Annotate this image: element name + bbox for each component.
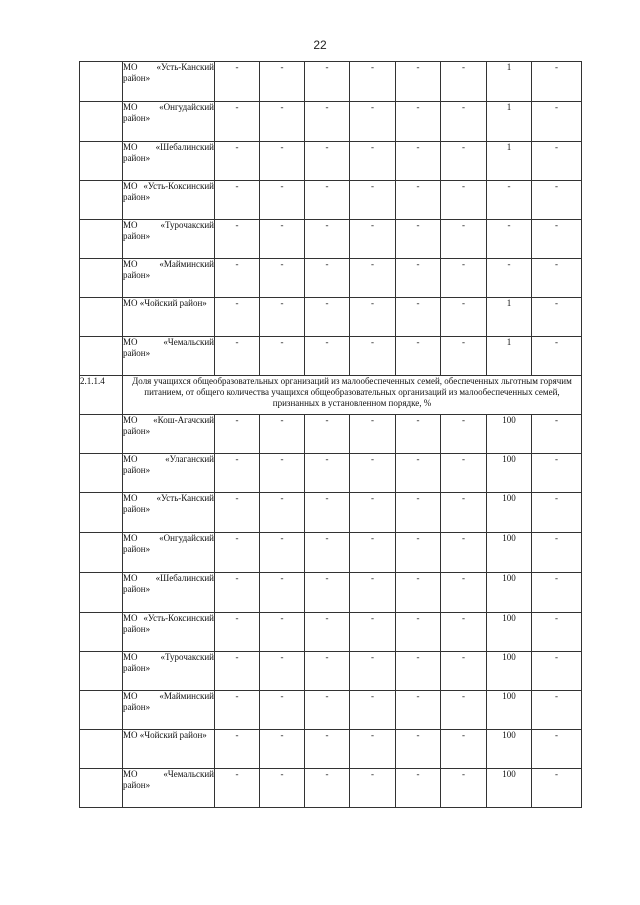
code-cell [80, 691, 123, 730]
value-cell: - [215, 769, 260, 808]
value-cell: - [396, 613, 441, 652]
municipality-name: МО «Чемальский район» [123, 337, 215, 376]
value-cell: - [532, 454, 582, 493]
value-cell: - [260, 181, 305, 220]
value-cell: - [260, 298, 305, 337]
value-cell: 100 [487, 769, 532, 808]
value-cell: 100 [487, 652, 532, 691]
value-cell: - [396, 337, 441, 376]
municipality-name: МО «Майминский район» [123, 691, 215, 730]
value-cell: - [260, 337, 305, 376]
value-cell: - [532, 573, 582, 613]
municipality-name: МО «Шебалинский район» [123, 142, 215, 181]
code-cell [80, 415, 123, 454]
value-cell: - [441, 142, 487, 181]
value-cell: - [215, 181, 260, 220]
municipality-name: МО «Онгудайский район» [123, 102, 215, 142]
municipality-name: МО «Усть-Коксинский район» [123, 181, 215, 220]
value-cell: - [215, 102, 260, 142]
table-row [80, 220, 582, 259]
value-cell: 1 [487, 298, 532, 337]
value-cell: - [350, 298, 396, 337]
code-cell [80, 730, 123, 769]
value-cell: - [396, 220, 441, 259]
value-cell: - [396, 454, 441, 493]
indicator-row [80, 376, 582, 415]
value-cell: - [260, 220, 305, 259]
value-cell: - [350, 142, 396, 181]
code-cell [80, 102, 123, 142]
value-cell: - [441, 573, 487, 613]
value-cell: - [532, 181, 582, 220]
table-row [80, 415, 582, 454]
table-row [80, 691, 582, 730]
value-cell: - [441, 769, 487, 808]
value-cell: - [396, 142, 441, 181]
value-cell: - [305, 298, 350, 337]
value-cell: - [441, 493, 487, 533]
value-cell: - [487, 259, 532, 298]
value-cell: - [396, 769, 441, 808]
table-row [80, 454, 582, 493]
value-cell: - [350, 613, 396, 652]
value-cell: - [215, 454, 260, 493]
municipality-name: МО «Усть-Канский район» [123, 62, 215, 102]
value-cell: - [305, 259, 350, 298]
value-cell: - [532, 142, 582, 181]
value-cell: - [396, 62, 441, 102]
value-cell: - [350, 533, 396, 573]
value-cell: - [260, 259, 305, 298]
value-cell: - [260, 691, 305, 730]
value-cell: - [305, 142, 350, 181]
table-row [80, 259, 582, 298]
value-cell: - [260, 769, 305, 808]
municipality-name: МО «Чемальский район» [123, 769, 215, 808]
code-cell [80, 181, 123, 220]
value-cell: - [396, 102, 441, 142]
table-row [80, 102, 582, 142]
table-row [80, 573, 582, 613]
municipality-name: МО «Турочакский район» [123, 220, 215, 259]
value-cell: - [215, 533, 260, 573]
value-cell: - [396, 691, 441, 730]
value-cell: - [350, 493, 396, 533]
value-cell: - [305, 613, 350, 652]
value-cell: - [215, 337, 260, 376]
value-cell: - [215, 613, 260, 652]
value-cell: - [305, 62, 350, 102]
value-cell: 1 [487, 142, 532, 181]
value-cell: - [215, 298, 260, 337]
value-cell: - [532, 337, 582, 376]
code-cell [80, 533, 123, 573]
table-row [80, 613, 582, 652]
code-cell [80, 769, 123, 808]
value-cell: - [396, 573, 441, 613]
value-cell: - [396, 533, 441, 573]
value-cell: - [441, 415, 487, 454]
value-cell: - [532, 298, 582, 337]
value-cell: 100 [487, 415, 532, 454]
municipality-name: МО «Улаганский район» [123, 454, 215, 493]
code-cell [80, 62, 123, 102]
value-cell: - [396, 415, 441, 454]
municipality-name: МО «Усть-Канский район» [123, 493, 215, 533]
value-cell: - [441, 220, 487, 259]
value-cell: 100 [487, 454, 532, 493]
value-cell: - [441, 102, 487, 142]
value-cell: - [441, 691, 487, 730]
table-row [80, 298, 582, 337]
value-cell: - [532, 533, 582, 573]
table-row [80, 181, 582, 220]
value-cell: - [350, 415, 396, 454]
code-cell [80, 652, 123, 691]
value-cell: - [441, 181, 487, 220]
value-cell: - [305, 730, 350, 769]
value-cell: - [532, 652, 582, 691]
value-cell: 100 [487, 691, 532, 730]
value-cell: - [350, 102, 396, 142]
value-cell: - [396, 652, 441, 691]
value-cell: - [350, 181, 396, 220]
municipality-name: МО «Шебалинский район» [123, 573, 215, 613]
value-cell: - [532, 691, 582, 730]
table-row [80, 142, 582, 181]
value-cell: - [396, 259, 441, 298]
municipality-name: МО «Онгудайский район» [123, 533, 215, 573]
municipality-name: МО «Кош-Агачский район» [123, 415, 215, 454]
table-row [80, 730, 582, 769]
value-cell: - [260, 730, 305, 769]
value-cell: 100 [487, 730, 532, 769]
value-cell: - [305, 652, 350, 691]
value-cell: - [215, 220, 260, 259]
value-cell: - [260, 454, 305, 493]
value-cell: - [396, 181, 441, 220]
value-cell: - [441, 259, 487, 298]
value-cell: - [532, 493, 582, 533]
page-number: 22 [313, 38, 327, 52]
value-cell: - [215, 493, 260, 533]
value-cell: - [350, 691, 396, 730]
code-cell [80, 298, 123, 337]
table-row [80, 533, 582, 573]
value-cell: - [441, 613, 487, 652]
value-cell: - [215, 691, 260, 730]
value-cell: - [441, 62, 487, 102]
value-cell: - [215, 573, 260, 613]
table-section-indicator [80, 376, 582, 415]
value-cell: - [260, 573, 305, 613]
value-cell: - [215, 259, 260, 298]
value-cell: - [350, 652, 396, 691]
indicator-code: 2.1.1.4 [80, 376, 123, 415]
municipality-name: МО «Чойский район» [123, 730, 215, 769]
value-cell: - [532, 220, 582, 259]
indicator-description: Доля учащихся общеобразовательных организаций из малообеспеченных семей, обеспеченных льготным горячим питанием, от общего количества учащихся общеобразовательных организаций из малообеспеченных семей, признанных в установленном порядке, % [123, 376, 582, 415]
value-cell: - [260, 613, 305, 652]
value-cell: - [396, 730, 441, 769]
value-cell: - [532, 102, 582, 142]
table-row [80, 337, 582, 376]
table-row [80, 62, 582, 102]
value-cell: - [260, 493, 305, 533]
value-cell: - [350, 220, 396, 259]
indicator-table [79, 61, 582, 808]
value-cell: 100 [487, 613, 532, 652]
value-cell: - [532, 769, 582, 808]
value-cell: - [441, 652, 487, 691]
value-cell: - [305, 691, 350, 730]
value-cell: 100 [487, 573, 532, 613]
value-cell: - [350, 259, 396, 298]
table-section-top [80, 62, 582, 376]
value-cell: - [396, 493, 441, 533]
value-cell: - [532, 259, 582, 298]
value-cell: 1 [487, 102, 532, 142]
code-cell [80, 493, 123, 533]
value-cell: - [487, 220, 532, 259]
value-cell: - [305, 337, 350, 376]
table-section-bottom [80, 415, 582, 808]
value-cell: - [260, 652, 305, 691]
value-cell: - [215, 142, 260, 181]
value-cell: - [532, 415, 582, 454]
code-cell [80, 337, 123, 376]
value-cell: - [350, 337, 396, 376]
value-cell: - [396, 298, 441, 337]
value-cell: 1 [487, 62, 532, 102]
value-cell: - [350, 454, 396, 493]
value-cell: - [305, 533, 350, 573]
code-cell [80, 573, 123, 613]
municipality-name: МО «Чойский район» [123, 298, 215, 337]
value-cell: - [215, 730, 260, 769]
value-cell: 1 [487, 337, 532, 376]
value-cell: - [350, 769, 396, 808]
value-cell: - [305, 181, 350, 220]
value-cell: - [441, 533, 487, 573]
value-cell: - [441, 337, 487, 376]
municipality-name: МО «Турочакский район» [123, 652, 215, 691]
table-row [80, 652, 582, 691]
value-cell: - [305, 454, 350, 493]
value-cell: - [260, 415, 305, 454]
municipality-name: МО «Усть-Коксинский район» [123, 613, 215, 652]
code-cell [80, 454, 123, 493]
value-cell: - [215, 62, 260, 102]
value-cell: - [215, 652, 260, 691]
value-cell: - [305, 102, 350, 142]
value-cell: - [215, 415, 260, 454]
table-row [80, 769, 582, 808]
value-cell: - [532, 62, 582, 102]
value-cell: - [260, 102, 305, 142]
value-cell: - [260, 142, 305, 181]
value-cell: - [532, 730, 582, 769]
value-cell: 100 [487, 493, 532, 533]
code-cell [80, 142, 123, 181]
value-cell: - [532, 613, 582, 652]
value-cell: - [350, 573, 396, 613]
code-cell [80, 220, 123, 259]
table-row [80, 493, 582, 533]
value-cell: - [305, 769, 350, 808]
value-cell: - [441, 298, 487, 337]
value-cell: 100 [487, 533, 532, 573]
value-cell: - [350, 62, 396, 102]
value-cell: - [441, 730, 487, 769]
value-cell: - [350, 730, 396, 769]
value-cell: - [260, 533, 305, 573]
value-cell: - [487, 181, 532, 220]
municipality-name: МО «Майминский район» [123, 259, 215, 298]
value-cell: - [305, 493, 350, 533]
value-cell: - [305, 573, 350, 613]
code-cell [80, 613, 123, 652]
value-cell: - [260, 62, 305, 102]
value-cell: - [441, 454, 487, 493]
code-cell [80, 259, 123, 298]
value-cell: - [305, 415, 350, 454]
value-cell: - [305, 220, 350, 259]
